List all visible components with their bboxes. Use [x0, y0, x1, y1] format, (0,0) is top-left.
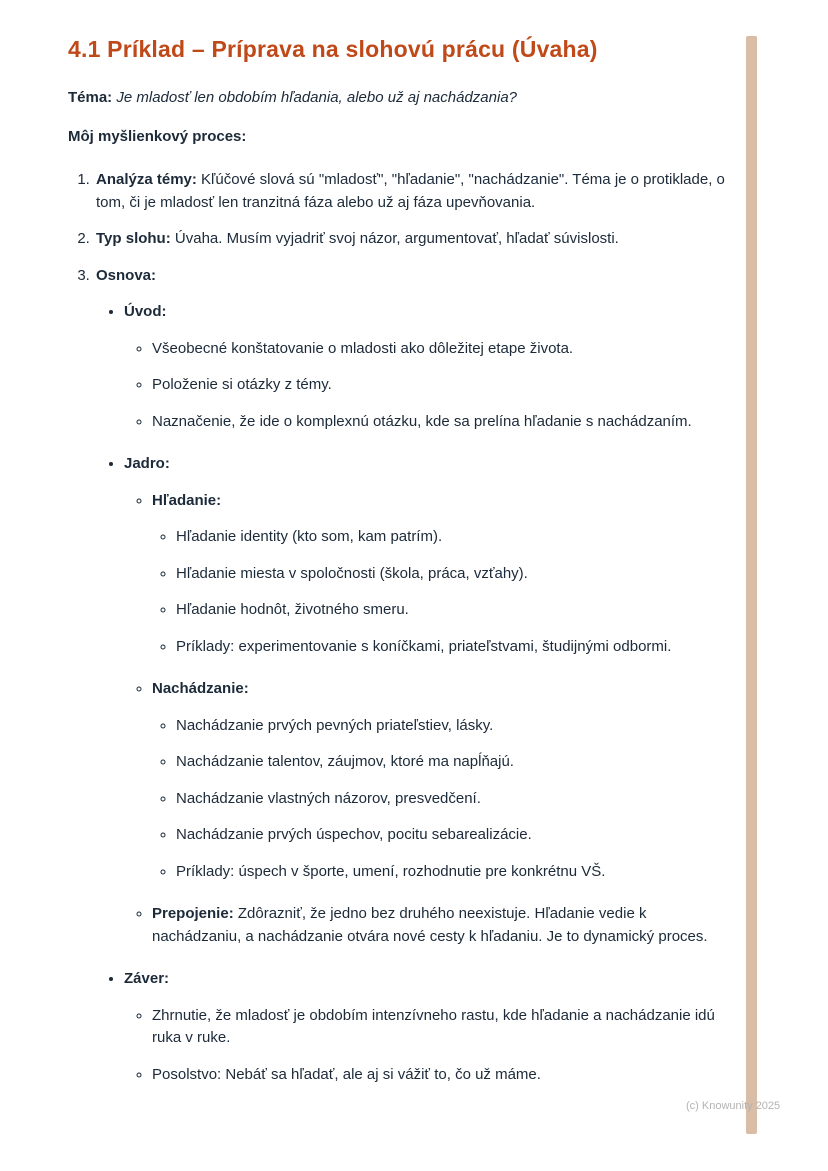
item-label: Analýza témy: [96, 171, 197, 188]
list-item [152, 1064, 736, 1087]
list-item [94, 265, 736, 1087]
nachadzanie-list [152, 715, 736, 884]
item-text: Hľadanie miesta v spoločnosti (škola, práca, vzťahy). [176, 564, 528, 582]
item-text: Nachádzanie vlastných názorov, presvedčení. [176, 789, 481, 807]
jadro-list [124, 490, 736, 949]
item-text: Posolstvo: Nebáť sa hľadať, ale aj si vážiť to, čo už máme. [152, 1065, 541, 1083]
section-label: Jadro: [124, 455, 170, 472]
tema-line [68, 89, 736, 106]
list-item [176, 526, 736, 549]
list-item [176, 788, 736, 811]
list-item [94, 228, 736, 251]
list-item [176, 636, 736, 659]
section-label: Úvod: [124, 303, 167, 320]
item-text: Nachádzanie prvých úspechov, pocitu sebarealizácie. [176, 826, 532, 843]
item-label: Typ slohu: [96, 230, 171, 247]
item-text: Všeobecné konštatovanie o mladosti ako dôležitej etape života. [152, 339, 574, 357]
uvod-list [124, 338, 736, 434]
item-text: Hľadanie hodnôt, životného smeru. [176, 601, 409, 618]
list-item [152, 374, 736, 397]
item-text: Príklady: úspech v športe, umení, rozhodnutie pre konkrétnu VŠ. [176, 862, 606, 880]
copyright: (c) Knowunity 2025 [686, 1100, 781, 1112]
list-item [94, 169, 736, 214]
list-item [176, 563, 736, 586]
item-label: Osnova: [96, 266, 157, 284]
item-text: Nachádzanie talentov, záujmov, ktoré ma napĺňajú. [176, 753, 514, 770]
list-item [176, 751, 736, 774]
item-text: Kľúčové slová sú "mladosť", "hľadanie", "nachádzanie". Téma je o protiklade, o tom, či je mladosť len tranzitná fáza alebo už aj fáza upevňovania. [96, 171, 725, 211]
list-item [124, 453, 736, 948]
list-item [176, 599, 736, 622]
sub-label: Nachádzanie: [152, 680, 249, 697]
list-item [124, 968, 736, 1086]
item-text: Zhrnutie, že mladosť je obdobím intenzívneho rastu, kde hľadanie a nachádzanie idú ruka v ruke. [152, 1006, 715, 1046]
item-text: Položenie si otázky z témy. [152, 376, 332, 393]
item-text: Naznačenie, že ide o komplexnú otázku, kde sa prelína hľadanie s nachádzaním. [152, 412, 692, 430]
item-text: Zdôrazniť, že jedno bez druhého neexistuje. Hľadanie vedie k nachádzaniu, a nachádzanie otvára nové cesty k hľadaniu. Je to dynamický proces. [152, 905, 708, 945]
process-heading: Môj myšlienkový proces: [68, 128, 247, 145]
list-item [152, 411, 736, 434]
hladanie-list [152, 526, 736, 658]
list-item [176, 824, 736, 847]
list-item [176, 715, 736, 738]
item-text: Úvaha. Musím vyjadriť svoj názor, argumentovať, hľadať súvislosti. [174, 230, 619, 247]
list-item [152, 678, 736, 883]
section-label: Záver: [124, 970, 170, 987]
zaver-list [124, 1005, 736, 1087]
tema-label: Téma: [68, 89, 113, 106]
scrollbar[interactable] [746, 36, 757, 1134]
item-text: Príklady: experimentovanie s koníčkami, priateľstvami, študijnými odbormi. [176, 637, 672, 655]
sub-label: Prepojenie: [152, 905, 234, 922]
list-item [152, 490, 736, 659]
list-item [176, 861, 736, 884]
document-page [68, 36, 736, 1100]
osnova-list [96, 301, 736, 1086]
numbered-list [68, 169, 736, 1086]
list-item [152, 1005, 736, 1050]
tema-text: Je mladosť len obdobím hľadania, alebo už aj nachádzania? [116, 89, 518, 106]
item-text: Hľadanie identity (kto som, kam patrím). [176, 528, 443, 545]
page-title: 4.1 Príklad – Príprava na slohovú prácu (Úvaha) [68, 36, 598, 62]
list-item [152, 338, 736, 361]
sub-label: Hľadanie: [152, 491, 222, 509]
list-item [124, 301, 736, 433]
item-text: Nachádzanie prvých pevných priateľstiev, lásky. [176, 716, 494, 734]
list-item [152, 903, 736, 948]
